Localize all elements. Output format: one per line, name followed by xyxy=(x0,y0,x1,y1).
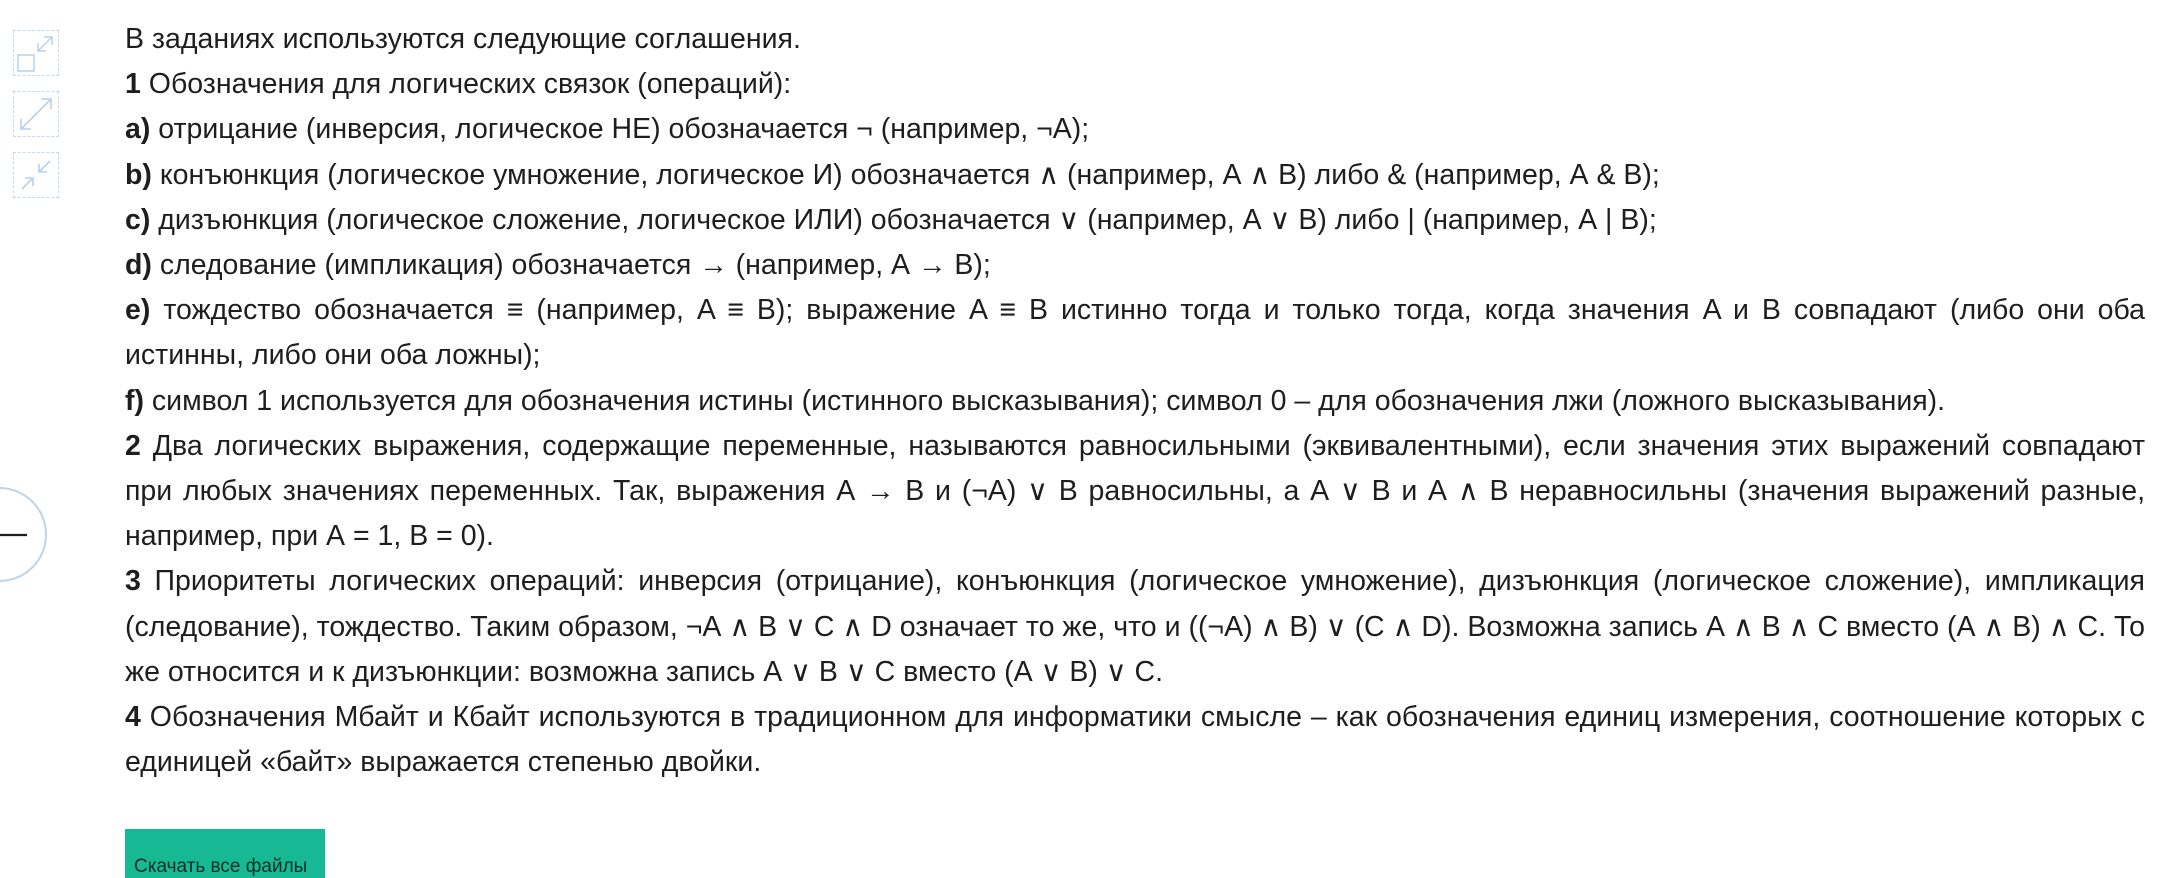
rule-text: символ 1 используется для обозначения истины (истинного высказывания); символ 0 – для обозначения лжи (ложного высказывания). xyxy=(143,384,1946,417)
rule-number: 4 xyxy=(125,701,141,734)
back-arrow-icon xyxy=(0,525,29,545)
expand-icon xyxy=(16,94,56,134)
rule-1b xyxy=(125,153,2145,198)
rule-1 xyxy=(125,62,2145,107)
rule-number: e) xyxy=(125,294,151,327)
download-all-files-button[interactable] xyxy=(125,829,325,878)
rule-1e xyxy=(125,288,2145,378)
rule-text: тождество обозначается ≡ (например, A ≡ B); выражение A ≡ B истинно тогда и только тогда, когда значения A и B совпадают (либо они оба истинны, либо они оба ложны); xyxy=(125,294,2145,372)
collapse-icon xyxy=(16,155,56,195)
rule-number: 3 xyxy=(125,565,141,598)
rule-number: d) xyxy=(125,249,152,282)
collapse-button[interactable] xyxy=(13,152,59,198)
fullscreen-toggle-button[interactable] xyxy=(13,30,59,76)
rule-number: b) xyxy=(125,158,152,191)
expand-button[interactable] xyxy=(13,91,59,137)
rule-text: конъюнкция (логическое умножение, логическое И) обозначается ∧ (например, А ∧ В) либо & (например, А & В); xyxy=(151,158,1660,191)
rule-text: Обозначения для логических связок (операций): xyxy=(140,68,792,101)
rule-number: a) xyxy=(125,113,151,146)
rule-number: f) xyxy=(125,384,144,417)
task-conventions-text xyxy=(125,17,2145,785)
rule-number: c) xyxy=(125,203,151,236)
intro-text: В заданиях используются следующие соглашения. xyxy=(125,23,801,55)
rule-text: дизъюнкция (логическое сложение, логическое ИЛИ) обозначается ∨ (например, А ∨ В) либо | (например, А | В); xyxy=(150,203,1657,236)
rule-text: следование (импликация) обозначается → (например, А → В); xyxy=(151,249,991,282)
rule-text: Приоритеты логических операций: инверсия (отрицание), конъюнкция (логическое умножение), дизъюнкция (логическое сложение), импликация (следование), тождество. Таким образом, ¬А ∧ В ∨ С ∧ D означает то же, что и ((¬А) ∧ В) ∨ (С ∧ D). Возможна запись А ∧ В ∧ С вместо (А ∧ В) ∧ С. То же относится и к дизъюнкции: возможна запись А ∨ В ∨ С вместо (А ∨ В) ∨ С. xyxy=(125,565,2145,688)
rule-text: Два логических выражения, содержащие переменные, называются равносильными (эквивалентными), если значения этих выражений совпадают при любых значениях переменных. Так, выражения А → В и (¬А) ∨ В равносильны, а А ∨ В и А ∧ В неравносильны (значения выражений разные, например, при А = 1, В = 0). xyxy=(125,429,2145,553)
back-button[interactable] xyxy=(0,487,47,582)
rule-4 xyxy=(125,695,2145,785)
rule-2 xyxy=(125,424,2145,560)
rule-1c xyxy=(125,198,2145,243)
intro-paragraph xyxy=(125,17,2145,62)
rule-number: 1 xyxy=(125,68,141,101)
rule-1d xyxy=(125,243,2145,288)
download-button-label: Скачать все файлы xyxy=(134,856,308,877)
rule-3 xyxy=(125,559,2145,695)
rule-number: 2 xyxy=(125,429,141,462)
rule-text: отрицание (инверсия, логическое НЕ) обозначается ¬ (например, ¬А); xyxy=(150,113,1090,146)
rule-1a xyxy=(125,107,2145,152)
rule-1f xyxy=(125,379,2145,424)
rule-text: Обозначения Мбайт и Кбайт используются в традиционном для информатики смысле – как обозначения единиц измерения, соотношение которых с единицей «байт» выражается степенью двойки. xyxy=(125,701,2145,779)
fullscreen-toggle-icon xyxy=(16,33,56,73)
view-toolbar xyxy=(13,30,61,213)
